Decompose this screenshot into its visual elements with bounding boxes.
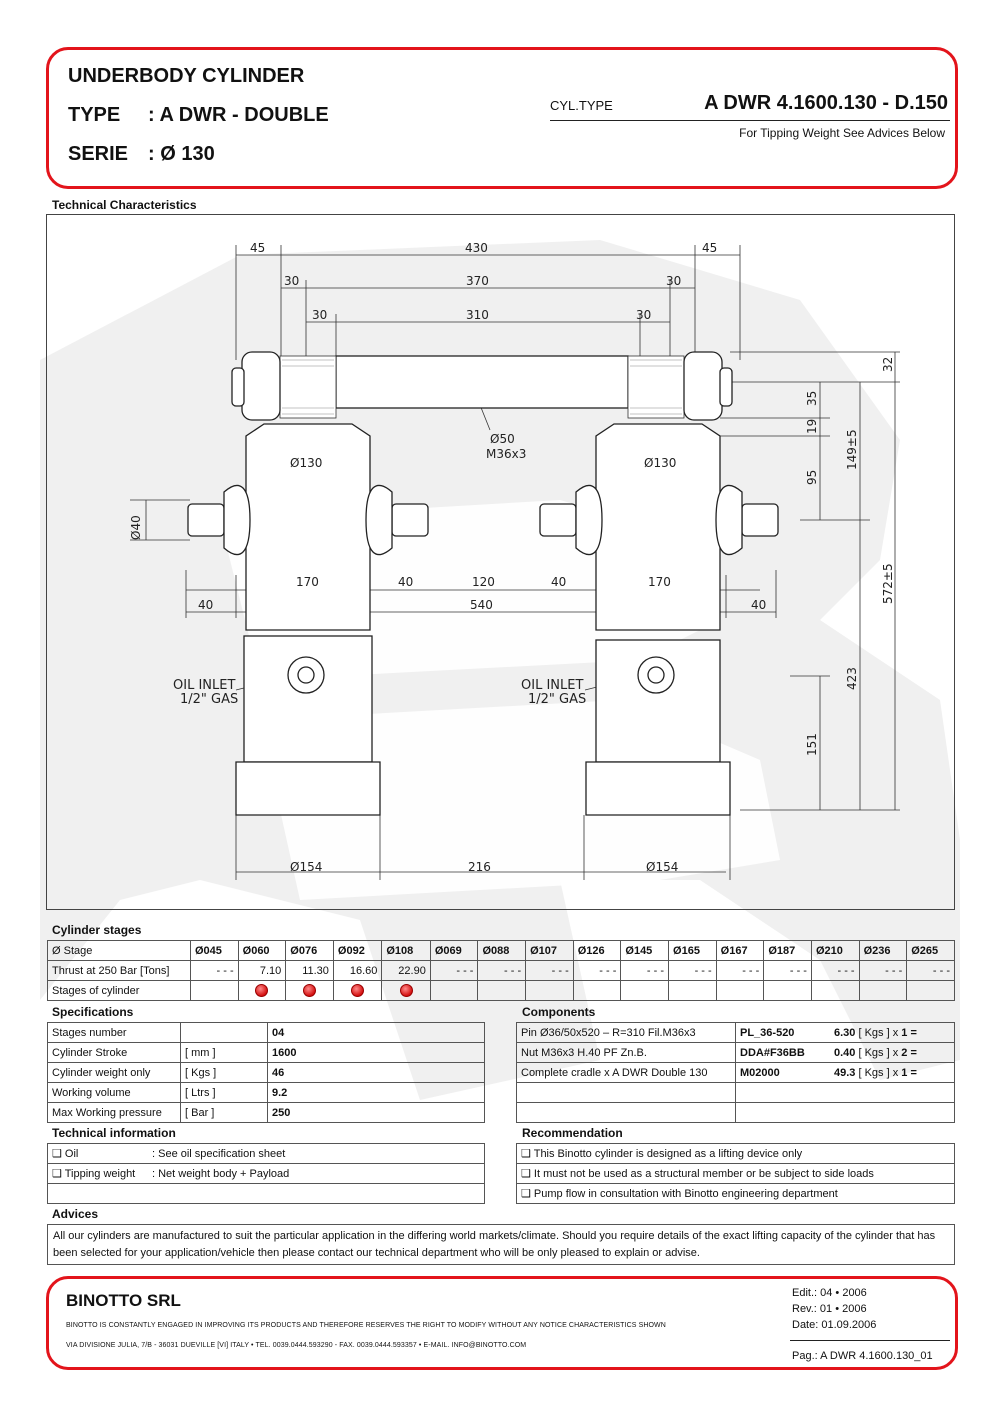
stages-row-label: Stages of cylinder (48, 981, 191, 1001)
recommendation-item: ❑ This Binotto cylinder is designed as a lifting device only (517, 1144, 955, 1164)
serie-value: : Ø 130 (148, 143, 215, 165)
type-value: : A DWR - DOUBLE (148, 104, 329, 126)
company-name: BINOTTO SRL (66, 1291, 181, 1310)
stage-header: Ø145 (621, 941, 669, 961)
stage-indicator-cell (191, 981, 239, 1001)
component-code-value: PL_36-520 (740, 1026, 795, 1039)
dim-45-left: 45 (250, 241, 266, 255)
specs-title: Specifications (52, 1005, 134, 1019)
stage-header: Ø187 (764, 941, 812, 961)
thrust-cell: - - - (716, 961, 764, 981)
oil-gas-left: 1/2" GAS (180, 692, 239, 707)
oil-inlet-left: OIL INLET (173, 678, 236, 693)
base-dia-left: Ø154 (290, 860, 323, 874)
thrust-cell: - - - (621, 961, 669, 981)
trunnion-dia: Ø40 (129, 515, 143, 540)
tech-info-title: Technical information (52, 1126, 176, 1140)
thrust-cell: - - - (907, 961, 955, 981)
stage-row (48, 941, 955, 961)
spec-value: 46 (268, 1063, 485, 1083)
spec-label: Cylinder weight only (48, 1063, 181, 1083)
stage-indicator-cell (621, 981, 669, 1001)
dim-40-a: 40 (398, 575, 414, 589)
component-row-empty (517, 1103, 955, 1123)
tech-info-table (47, 1143, 485, 1204)
component-weight: 6.30 (834, 1026, 856, 1039)
dim-30-c: 30 (312, 308, 328, 322)
stage-header: Ø126 (573, 941, 621, 961)
component-code: PL_36-520 6.30 [ Kgs ] x 1 = (736, 1023, 955, 1043)
stage-header: Ø076 (286, 941, 334, 961)
dim-32: 32 (881, 356, 895, 372)
spec-row (48, 1063, 485, 1083)
stage-header: Ø107 (526, 941, 574, 961)
disclaimer: BINOTTO IS CONSTANTLY ENGAGED IN IMPROVING ITS PRODUCTS AND THEREFORE RESERVES THE RIGHT TO MODIFY WITHOUT ANY NOTICE CHARACTERISTICS SHOWN (66, 1322, 666, 1329)
component-code: DDA#F36BB 0.40 [ Kgs ] x 2 = (736, 1043, 955, 1063)
base-dia-right: Ø154 (646, 860, 679, 874)
technical-drawing (46, 214, 955, 910)
stage-indicator-cell (716, 981, 764, 1001)
thrust-cell: 16.60 (333, 961, 381, 981)
stage-active-dot (303, 984, 316, 997)
stage-indicator-cell (478, 981, 526, 1001)
stage-header: Ø236 (859, 941, 907, 961)
stage-indicator-cell (859, 981, 907, 1001)
component-unit: [ Kgs ] (858, 1046, 890, 1059)
dim-120: 120 (472, 575, 495, 589)
dim-30-b: 30 (666, 274, 682, 288)
recommendation-item: ❑ Pump flow in consultation with Binotto engineering department (517, 1184, 955, 1204)
stage-indicator-cell (382, 981, 430, 1001)
thrust-row (48, 961, 955, 981)
thrust-cell: - - - (430, 961, 478, 981)
thrust-cell: 22.90 (382, 961, 430, 981)
spec-label: Stages number (48, 1023, 181, 1043)
thrust-cell: - - - (669, 961, 717, 981)
stages-indicator-row (48, 981, 955, 1001)
stages-table (47, 940, 955, 1001)
stage-header: Ø060 (238, 941, 286, 961)
cyl-dia-right: Ø130 (644, 456, 677, 470)
dim-572: 572±5 (881, 563, 895, 604)
component-code: M02000 49.3 [ Kgs ] x 1 = (736, 1063, 955, 1083)
cyl-type-underline (550, 120, 950, 121)
spec-row (48, 1023, 485, 1043)
stage-indicator-cell (430, 981, 478, 1001)
thrust-cell: - - - (811, 961, 859, 981)
component-weight: 0.40 (834, 1046, 856, 1059)
advices-title: Advices (52, 1207, 99, 1221)
thrust-cell: - - - (191, 961, 239, 981)
dim-540: 540 (470, 598, 493, 612)
component-qty: 1 = (901, 1026, 917, 1039)
title-line: UNDERBODY CYLINDER (68, 65, 305, 87)
thrust-row-label: Thrust at 250 Bar [Tons] (48, 961, 191, 981)
stage-active-dot (351, 984, 364, 997)
thrust-cell: 7.10 (238, 961, 286, 981)
stage-header: Ø088 (478, 941, 526, 961)
spec-label: Cylinder Stroke (48, 1043, 181, 1063)
stage-indicator-cell (333, 981, 381, 1001)
footer-divider (790, 1340, 950, 1341)
component-row (517, 1043, 955, 1063)
recommendation-title: Recommendation (522, 1126, 623, 1140)
stage-header: Ø092 (333, 941, 381, 961)
component-desc: Pin Ø36/50x520 – R=310 Fil.M36x3 (517, 1023, 736, 1043)
dim-423: 423 (845, 667, 859, 690)
component-desc: Nut M36x3 H.40 PF Zn.B. (517, 1043, 736, 1063)
thrust-cell: - - - (526, 961, 574, 981)
tech-info-value: : Net weight body + Payload (148, 1164, 485, 1184)
stage-header: Ø069 (430, 941, 478, 961)
pin-diameter: Ø50 (490, 432, 515, 446)
cyl-type-label: CYL.TYPE (550, 98, 613, 113)
stage-header: Ø108 (382, 941, 430, 961)
dim-30-a: 30 (284, 274, 300, 288)
dim-149: 149±5 (845, 429, 859, 470)
thrust-cell: - - - (859, 961, 907, 981)
stage-header: Ø265 (907, 941, 955, 961)
stage-active-dot (400, 984, 413, 997)
tech-info-row-empty (48, 1184, 485, 1204)
dim-95: 95 (805, 469, 819, 485)
spec-row (48, 1103, 485, 1123)
address: VIA DIVISIONE JULIA, 7/B - 36031 DUEVILLE [VI] ITALY • TEL. 0039.0444.593290 - FAX. 0039.0444.593357 • E-MAIL. INFO@BINOTTO.COM (66, 1342, 527, 1349)
spec-value: 250 (268, 1103, 485, 1123)
thrust-cell: - - - (478, 961, 526, 981)
dim-216: 216 (468, 860, 491, 874)
thrust-cell: 11.30 (286, 961, 334, 981)
tech-info-label: ❑ Tipping weight (48, 1164, 149, 1184)
component-code-value: DDA#F36BB (740, 1046, 805, 1059)
tech-info-row (48, 1164, 485, 1184)
dim-35: 35 (805, 390, 819, 406)
pin-thread: M36x3 (486, 447, 527, 461)
component-qty: 2 = (901, 1046, 917, 1059)
page-ref: Pag.: A DWR 4.1600.130_01 (792, 1350, 933, 1362)
dim-40-b: 40 (551, 575, 567, 589)
spec-row (48, 1083, 485, 1103)
spec-label: Working volume (48, 1083, 181, 1103)
component-unit: [ Kgs ] (858, 1066, 890, 1079)
components-table (516, 1022, 955, 1123)
spec-unit: [ Ltrs ] (181, 1083, 268, 1103)
rev-info: Rev.: 01 • 2006 (792, 1303, 867, 1315)
spec-value: 9.2 (268, 1083, 485, 1103)
stage-indicator-cell (764, 981, 812, 1001)
tech-info-value: : See oil specification sheet (148, 1144, 485, 1164)
spec-unit (181, 1023, 268, 1043)
spec-unit: [ mm ] (181, 1043, 268, 1063)
tech-info-label: ❑ Oil (48, 1144, 149, 1164)
stage-indicator-cell (526, 981, 574, 1001)
stage-indicator-cell (811, 981, 859, 1001)
specs-table (47, 1022, 485, 1123)
stage-indicator-cell (907, 981, 955, 1001)
tipping-note: For Tipping Weight See Advices Below (739, 126, 945, 140)
component-weight: 49.3 (834, 1066, 856, 1079)
spec-row (48, 1043, 485, 1063)
recommendation-row (517, 1144, 955, 1164)
thrust-cell: - - - (764, 961, 812, 981)
stage-header: Ø165 (669, 941, 717, 961)
stage-indicator-cell (573, 981, 621, 1001)
cyl-type-value: A DWR 4.1600.130 - D.150 (704, 92, 948, 114)
recommendation-item: ❑ It must not be used as a structural member or be subject to side loads (517, 1164, 955, 1184)
component-row (517, 1063, 955, 1083)
recommendation-row (517, 1184, 955, 1204)
dim-40-d: 40 (751, 598, 767, 612)
component-desc: Complete cradle x A DWR Double 130 (517, 1063, 736, 1083)
spec-value: 1600 (268, 1043, 485, 1063)
dim-310: 310 (466, 308, 489, 322)
tech-char-title: Technical Characteristics (52, 198, 197, 212)
recommendation-table (516, 1143, 955, 1204)
stage-indicator-cell (238, 981, 286, 1001)
dim-170-left: 170 (296, 575, 319, 589)
dim-19: 19 (805, 418, 819, 434)
edit-info: Edit.: 04 • 2006 (792, 1287, 867, 1299)
stage-header: Ø167 (716, 941, 764, 961)
dim-30-d: 30 (636, 308, 652, 322)
dim-370: 370 (466, 274, 489, 288)
tech-info-row (48, 1144, 485, 1164)
type-label: TYPE (68, 104, 121, 126)
component-code-value: M02000 (740, 1066, 780, 1079)
stages-title: Cylinder stages (52, 923, 142, 937)
cyl-dia-left: Ø130 (290, 456, 323, 470)
dim-40-c: 40 (198, 598, 214, 612)
stage-indicator-cell (669, 981, 717, 1001)
spec-unit: [ Bar ] (181, 1103, 268, 1123)
serie-label: SERIE (68, 143, 129, 165)
spec-unit: [ Kgs ] (181, 1063, 268, 1083)
advices-text: All our cylinders are manufactured to suit the particular application in the differing world markets/climate. Should you require details of the exact lifting capacity of the cylinder that has been selected for your application/vehicle then please contact our technical department who will be only pleased to explain or advise. (53, 1230, 936, 1259)
stage-active-dot (255, 984, 268, 997)
component-qty: 1 = (901, 1066, 917, 1079)
component-unit: [ Kgs ] (858, 1026, 890, 1039)
dim-170-right: 170 (648, 575, 671, 589)
oil-gas-right: 1/2" GAS (528, 692, 587, 707)
spec-label: Max Working pressure (48, 1103, 181, 1123)
components-title: Components (522, 1005, 596, 1019)
oil-inlet-right: OIL INLET (521, 678, 584, 693)
dim-45-right: 45 (702, 241, 718, 255)
component-row (517, 1023, 955, 1043)
dim-151: 151 (805, 733, 819, 756)
component-row-empty (517, 1083, 955, 1103)
dim-430: 430 (465, 241, 488, 255)
stage-header: Ø045 (191, 941, 239, 961)
advices-box (47, 1224, 955, 1265)
thrust-cell: - - - (573, 961, 621, 981)
recommendation-row (517, 1164, 955, 1184)
stage-row-label: Ø Stage (48, 941, 191, 961)
stage-indicator-cell (286, 981, 334, 1001)
spec-value: 04 (268, 1023, 485, 1043)
date-info: Date: 01.09.2006 (792, 1319, 877, 1331)
stage-header: Ø210 (811, 941, 859, 961)
